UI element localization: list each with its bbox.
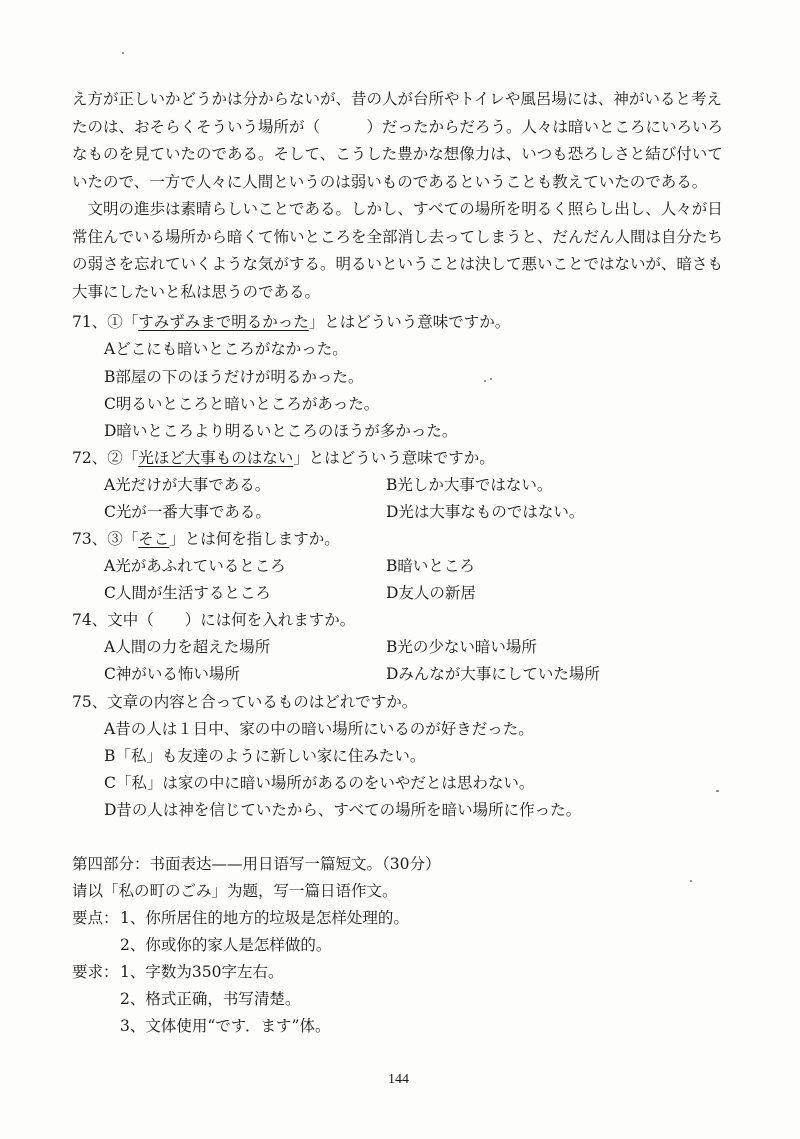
option-71-b[interactable]: B部屋の下のほうだけが明るかった。 xyxy=(104,368,364,386)
part4-requirements-label: 要求： xyxy=(72,963,119,981)
question-71 xyxy=(72,310,510,332)
scan-speck xyxy=(716,790,719,792)
passage-line: 大事にしたいと私は思うのである。 xyxy=(72,282,321,301)
page-number: 144 xyxy=(388,1072,409,1087)
part4-requirement-1: 1、字数为350字左右。 xyxy=(120,963,284,981)
question-prefix: 75、文章の内容と合っているものはどれですか。 xyxy=(72,693,418,711)
question-prefix: 73、③「 xyxy=(72,530,139,548)
option-72-b[interactable]: B光しか大事ではない。 xyxy=(386,476,553,494)
question-73 xyxy=(72,527,340,549)
question-prefix: 74、文中（ ）には何を入れますか。 xyxy=(72,611,356,629)
question-prefix: 71、①「 xyxy=(72,313,139,331)
scan-speck xyxy=(484,380,486,382)
option-71-c[interactable]: C明るいところと暗いところがあった。 xyxy=(104,395,380,413)
question-suffix: 」とはどういう意味ですか。 xyxy=(308,313,511,331)
passage-line: え方が正しいかどうかは分からないが、昔の人が台所やトイレや風呂場には、神がいると考え xyxy=(72,90,722,108)
option-73-b[interactable]: B暗いところ xyxy=(386,557,475,575)
option-71-d[interactable]: D暗いところより明るいところのほうが多かった。 xyxy=(104,422,458,440)
part4-point-1: 1、你所居住的地方的垃圾是怎样处理的。 xyxy=(120,909,409,927)
question-underlined-phrase: 光ほど大事ものはない xyxy=(138,449,294,467)
question-underlined-phrase: すみずみまで明るかった xyxy=(138,313,309,331)
option-74-a[interactable]: A人間の力を超えた場所 xyxy=(104,638,271,656)
part4-points-label: 要点： xyxy=(72,909,119,927)
option-75-a[interactable]: A昔の人は１日中、家の中の暗い場所にいるのが好きだった。 xyxy=(104,720,534,738)
option-72-d[interactable]: D光は大事なものではない。 xyxy=(386,503,585,521)
passage-line: なものを見ていたのである。そして、こうした豊かな想像力は、いつも恐ろしさと結び付いて xyxy=(72,145,723,163)
option-74-c[interactable]: C神がいる怖い場所 xyxy=(104,665,240,683)
passage-line: 常住んでいる場所から暗くて怖いところを全部消し去ってしまうと、だんだん人間は自分たち xyxy=(72,227,724,246)
question-75 xyxy=(72,690,417,712)
scan-speck xyxy=(122,52,124,54)
reading-passage xyxy=(72,86,732,306)
passage-line: いたので、一方で人々に人間というのは弱いものであるということも教えていたのである。 xyxy=(72,172,708,191)
option-73-d[interactable]: D友人の新居 xyxy=(386,584,476,602)
passage-line: 文明の進歩は素晴らしいことである。しかし、すべての場所を明るく照らし出し、人々が日 xyxy=(72,200,723,218)
option-73-c[interactable]: C人間が生活するところ xyxy=(104,584,271,602)
passage-line: の弱さを忘れていくような気がする。明るいということは決して悪いことではないが、暗さも xyxy=(72,255,724,273)
scan-speck xyxy=(690,880,692,882)
option-74-d[interactable]: Dみんなが大事にしていた場所 xyxy=(386,665,600,683)
option-75-c[interactable]: C「私」は家の中に暗い場所があるのをいやだとは思わない。 xyxy=(104,774,535,792)
question-suffix: 」とはどういう意味ですか。 xyxy=(293,449,495,467)
option-73-a[interactable]: A光があふれているところ xyxy=(104,557,286,575)
scan-speck xyxy=(490,378,492,380)
option-75-d[interactable]: D昔の人は神を信じていたから、すべての場所を暗い場所に作った。 xyxy=(104,801,582,819)
question-74 xyxy=(72,608,355,630)
part4-point-2: 2、你或你的家人是怎样做的。 xyxy=(120,936,332,954)
part4-requirement-3: 3、文体使用“です．ます”体。 xyxy=(120,1017,331,1035)
option-75-b[interactable]: B「私」も友達のように新しい家に住みたい。 xyxy=(104,747,426,765)
part4-requirement-2: 2、格式正确，书写清楚。 xyxy=(120,990,301,1008)
question-72 xyxy=(72,446,495,468)
question-prefix: 72、②「 xyxy=(72,449,139,467)
passage-line: たのは、おそらくそういう場所が（ ）だったからだろう。人々は暗いところにいろいろ xyxy=(72,117,724,136)
question-underlined-phrase: そこ xyxy=(138,530,170,548)
part4-title: 第四部分：书面表达——用日语写一篇短文。（30分） xyxy=(72,855,441,873)
option-72-a[interactable]: A光だけが大事である。 xyxy=(104,476,271,494)
part4-instruction: 请以「私の町のごみ」为题，写一篇日语作文。 xyxy=(72,882,398,900)
option-71-a[interactable]: Aどこにも暗いところがなかった。 xyxy=(104,340,348,358)
option-72-c[interactable]: C光が一番大事である。 xyxy=(104,503,271,521)
question-suffix: 」とは何を指しますか。 xyxy=(169,530,340,548)
option-74-b[interactable]: B光の少ない暗い場所 xyxy=(386,638,537,656)
